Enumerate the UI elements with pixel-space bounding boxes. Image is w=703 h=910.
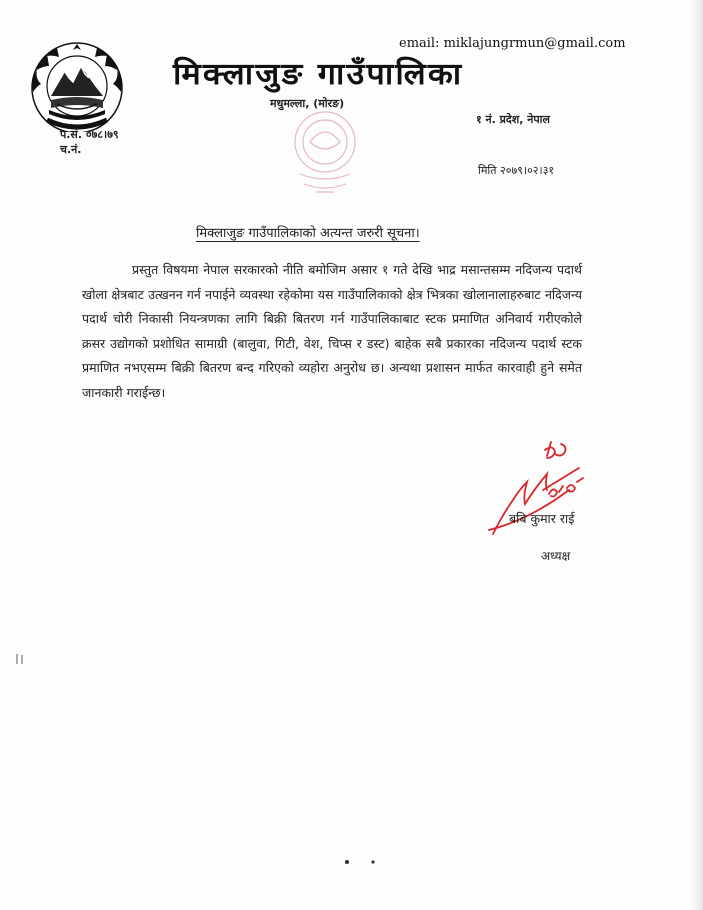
office-title: मिक्लाजुङ गाउँपालिका [173,57,464,92]
date-line: मिति २०७९।०२।३१ [478,164,555,177]
notice-subject: मिक्लाजुङ गाउँपालिकाको अत्यन्त जरुरी सूचना। [196,226,420,241]
email-line: email: miklajungrmun@gmail.com [399,36,626,51]
nepal-emblem-logo [27,40,127,132]
page-edge-shadow [689,0,703,910]
chalani-number: च.नं. [60,143,82,156]
signatory-designation: अध्यक्ष [541,549,571,563]
signatory-name: बबि कुमार राई [509,511,575,526]
scan-dots [343,858,383,866]
office-stamp [270,102,380,197]
office-address: मधुमल्ला, (मोरङ) [270,97,345,110]
province-line: १ नं. प्रदेश, नेपाल [476,113,550,126]
notice-body: प्रस्तुत विषयमा नेपाल सरकारको नीति बमोजिम असार १ गते देखि भाद्र मसान्तसम्म नदिजन्य पदार्थ खोला क्षेत्रबाट उत्खनन गर्न नपाईने व्यवस्था रहेकोमा यस गाउँपालिकाको क्षेत्र भित्रका खोलानालाहरुबाट नदिजन्य पदार्थ चोरी निकासी नियन्त्रणका लागि बिक्री बितरण गर्न गाउँपालिकाबाट स्टक प्रमाणित अनिवार्य गरीएकोले क्रसर उद्योगको प्रशोधित सामाग्री (बालुवा, गिटी, वेश, चिप्स र डस्ट) बाहेक सबै प्रकारका नदिजन्य पदार्थ स्टक प्रमाणित नभएसम्म बिक्री बितरण बन्द गरिएको व्यहोरा अनुरोध छ। अन्यथा प्रशासन मार्फत कारवाही हुने समेत जानकारी गराईन्छ। [82,262,582,400]
scan-speck [14,652,26,666]
patra-sankhya: प.सं. ०७८।७९ [60,128,119,141]
